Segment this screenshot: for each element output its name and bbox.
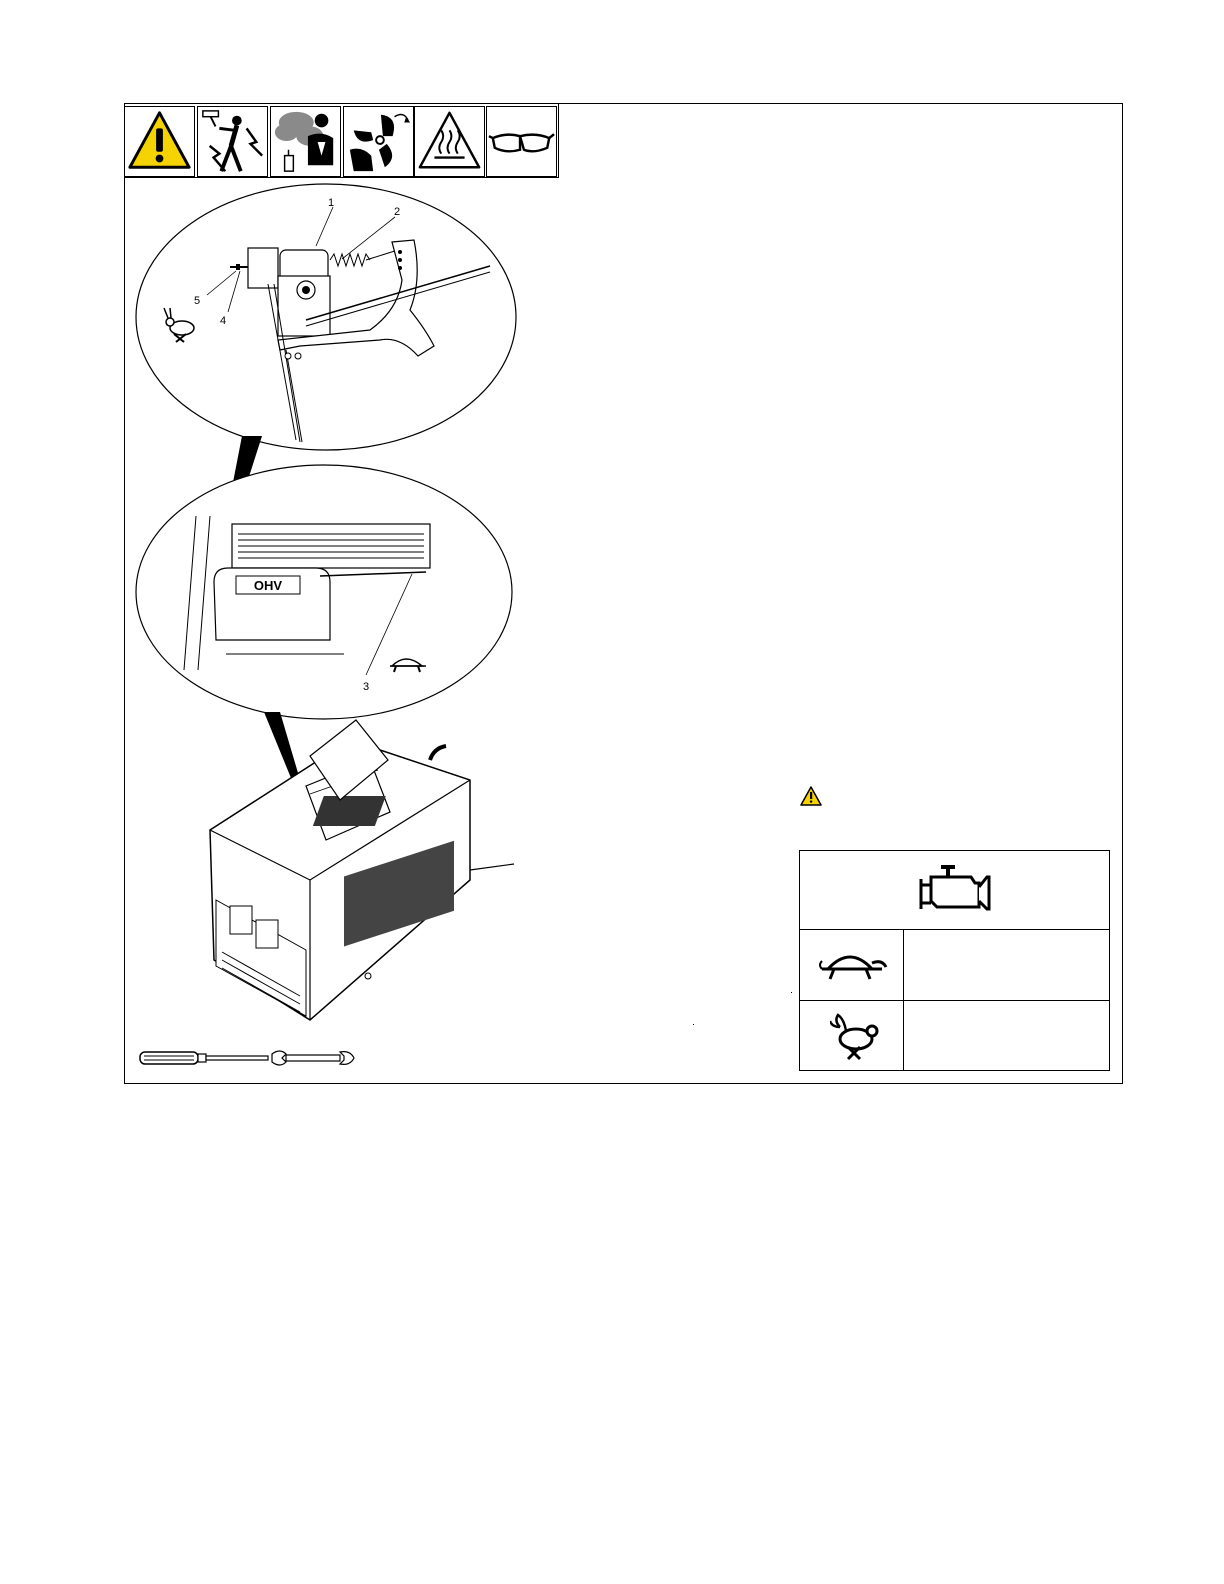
stray-mark	[791, 992, 792, 993]
valve-cover-text: OHV	[253, 578, 283, 593]
legend-row-idle-text	[912, 939, 1102, 989]
hazard-row-divider	[124, 177, 559, 178]
screwdriver-icon	[140, 1052, 268, 1064]
hazard-row-divider	[558, 104, 559, 178]
callout-5: 5	[194, 295, 201, 307]
callout-4: 4	[220, 315, 227, 327]
rabbit-icon	[830, 1011, 882, 1061]
general-warning-icon	[124, 106, 195, 177]
safety-glasses-icon	[486, 106, 557, 177]
legend-row-fast	[800, 1001, 1109, 1071]
legend-row-idle	[800, 929, 1109, 1001]
engine-icon	[917, 863, 993, 917]
callout-2: 2	[394, 206, 401, 218]
electric-shock-icon	[197, 106, 268, 177]
exhaust-fumes-icon	[270, 106, 341, 177]
speed-legend-table	[799, 850, 1110, 1071]
legend-divider	[903, 929, 904, 1071]
engine-throttle-illustration	[130, 180, 530, 1080]
wrench-icon	[272, 1051, 354, 1065]
callout-3: 3	[363, 681, 370, 693]
welder-generator-machine	[210, 720, 514, 1020]
hot-surface-icon	[414, 106, 485, 177]
moving-parts-fan-icon	[343, 106, 414, 177]
legend-row-fast-text	[912, 1011, 1102, 1061]
stray-mark	[693, 1024, 694, 1025]
turtle-icon	[816, 947, 888, 981]
callout-1: 1	[328, 197, 335, 209]
warning-triangle-icon	[800, 786, 822, 806]
legend-header	[800, 851, 1109, 930]
